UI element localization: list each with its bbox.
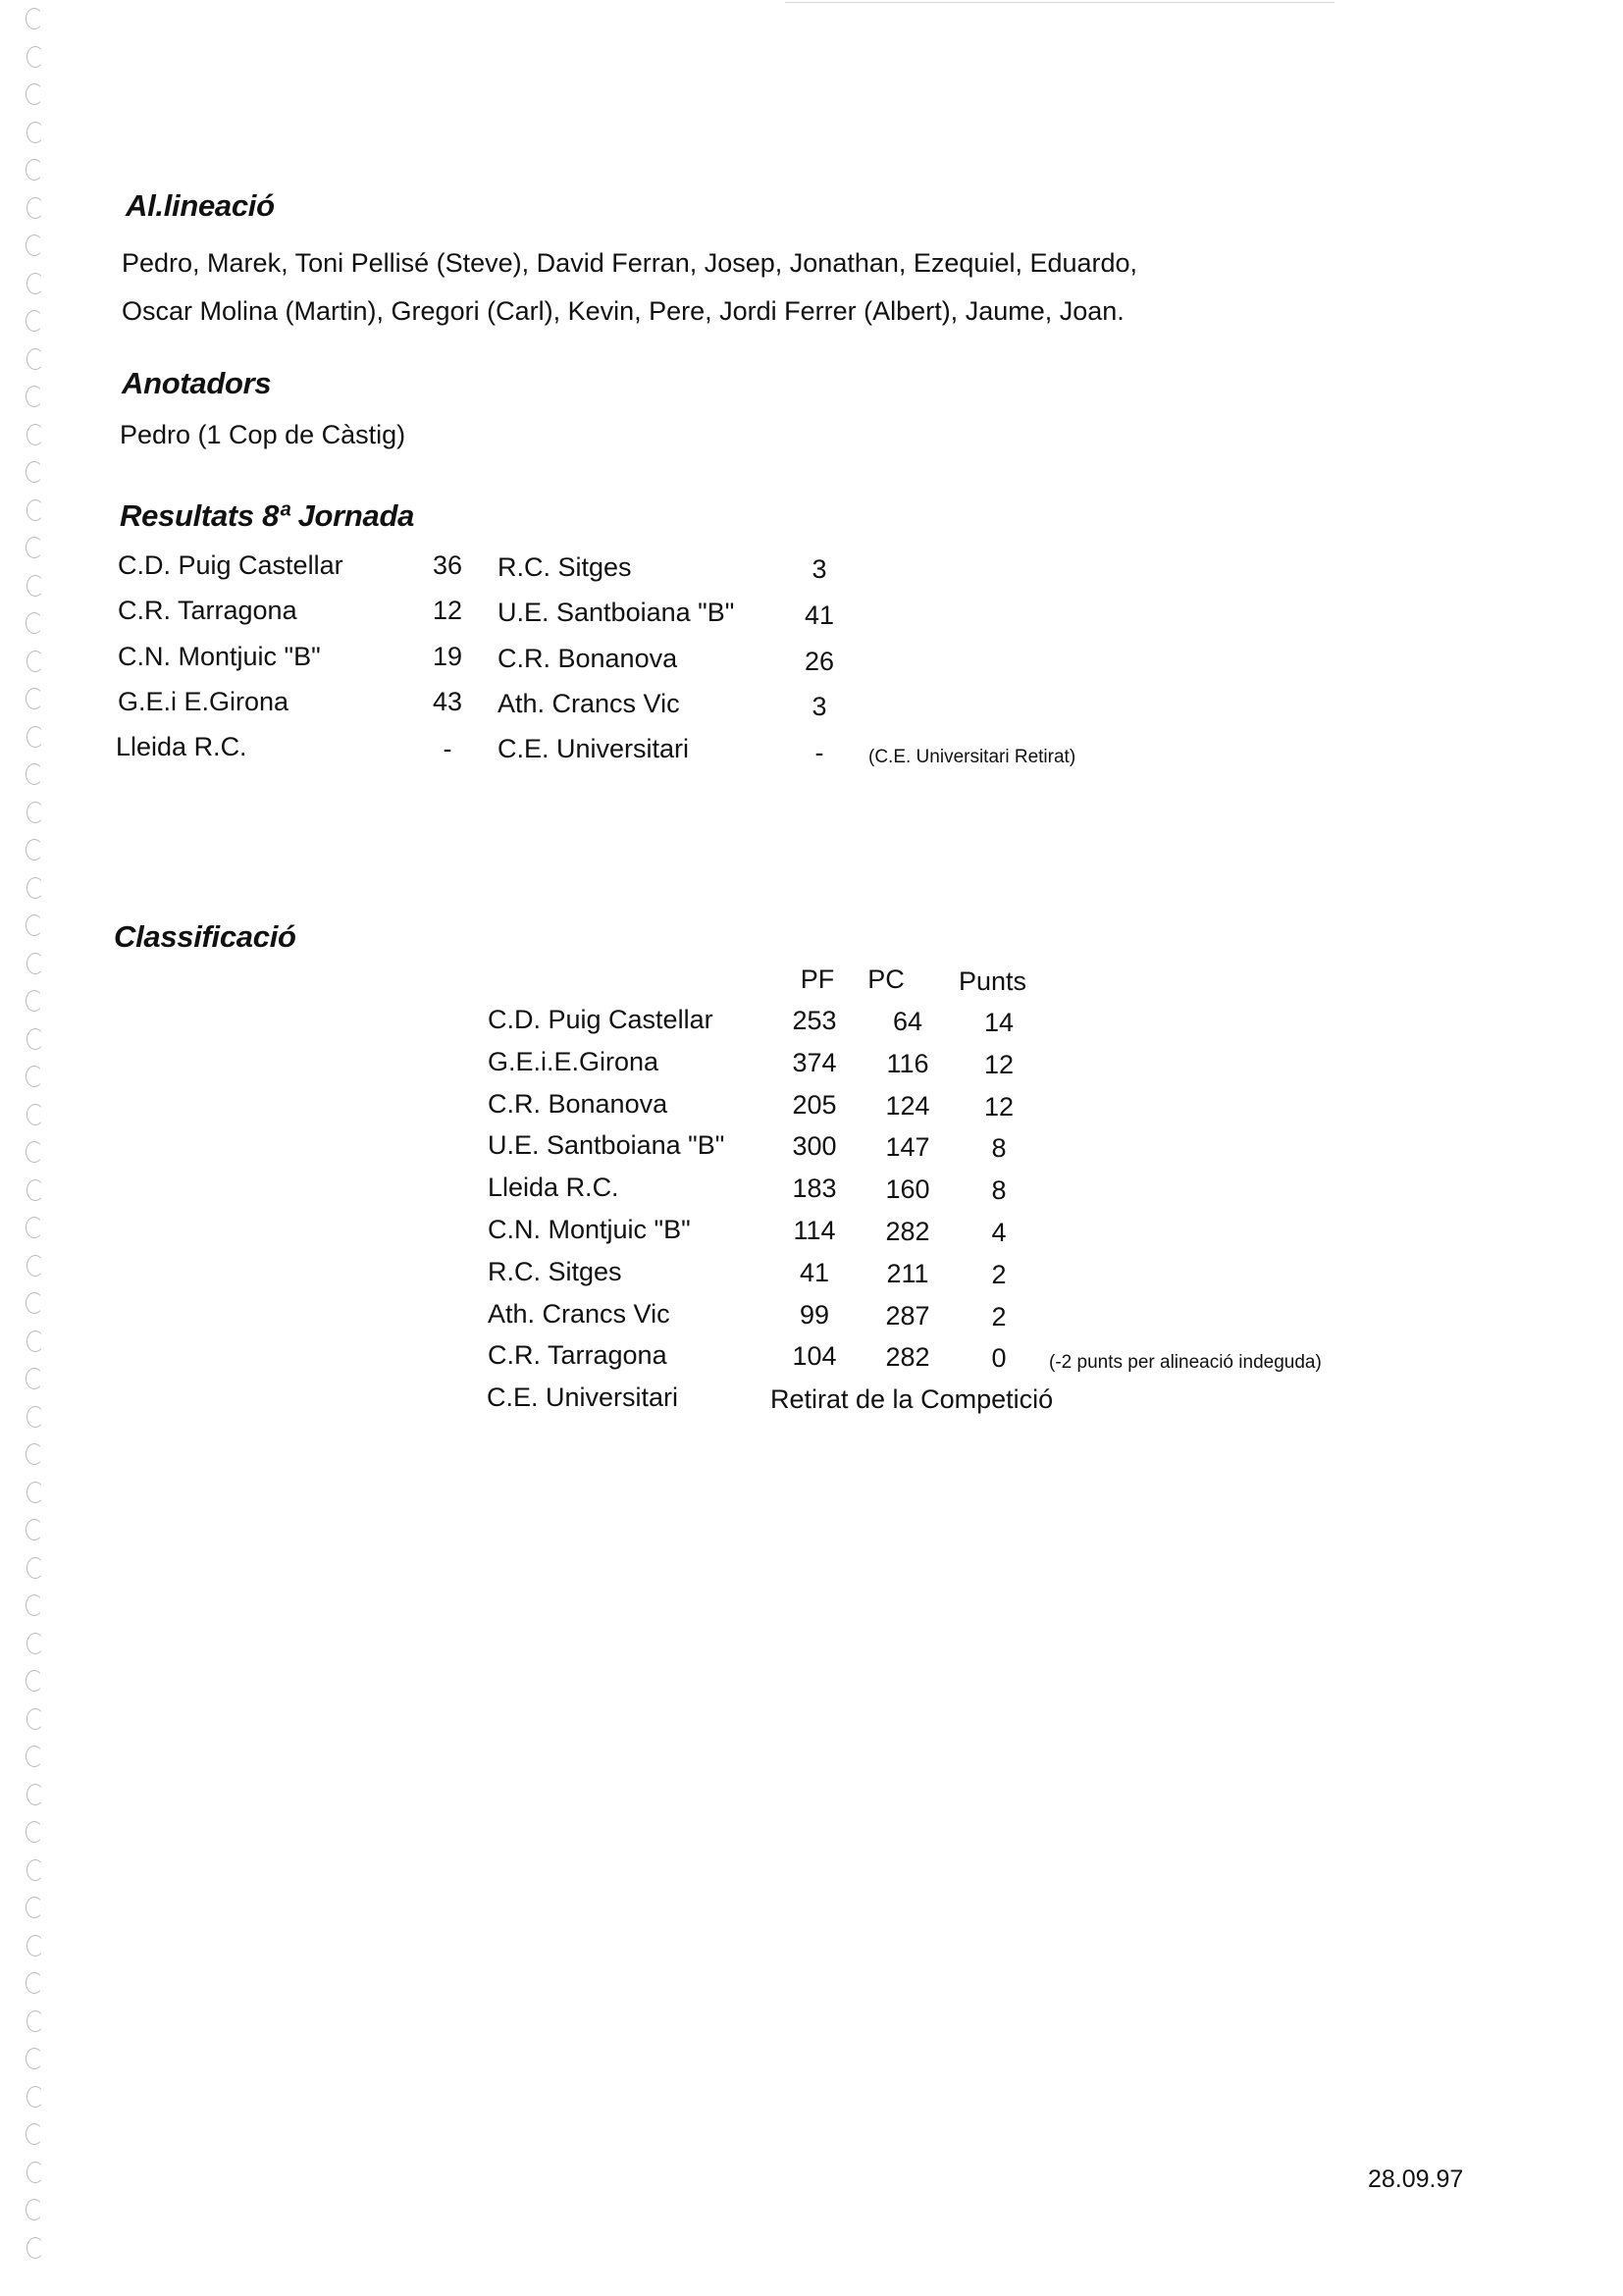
results-away-score: 41 — [804, 600, 835, 630]
binder-hole — [26, 1821, 43, 1843]
binder-hole — [26, 575, 44, 597]
standings-team: U.E. Santboiana "B" — [488, 1130, 725, 1161]
standings-points: 4 — [991, 1218, 1007, 1247]
binder-hole — [26, 1217, 43, 1238]
results-away-team: C.E. Universitari — [497, 734, 690, 763]
standings-pf: 104 — [792, 1341, 837, 1372]
standings-pc: 147 — [885, 1132, 930, 1163]
results-away-team: Ath. Crancs Vic — [497, 689, 680, 718]
binder-hole — [26, 1935, 44, 1957]
binder-hole — [26, 424, 44, 445]
scan-edge-line — [785, 2, 1335, 3]
binder-hole — [26, 1104, 44, 1125]
standings-pc: 211 — [886, 1258, 929, 1288]
binder-hole — [26, 1141, 43, 1163]
standings-pf: 300 — [792, 1131, 837, 1162]
binder-hole — [26, 1972, 43, 1994]
standings-points: 2 — [991, 1259, 1007, 1289]
binder-hole — [26, 1784, 44, 1805]
standings-pc: 64 — [892, 1007, 923, 1036]
binder-hole — [26, 1519, 43, 1540]
lineup-line-1: Pedro, Marek, Toni Pellisé (Steve), David Ferran, Josep, Jonathan, Ezequiel, Eduardo, — [122, 248, 1138, 278]
binder-hole — [26, 2237, 44, 2259]
standings-col-pf: PF — [800, 965, 835, 994]
standings-points: 8 — [991, 1175, 1007, 1206]
standings-team: Ath. Crancs Vic — [488, 1298, 670, 1329]
results-home-team: C.N. Montjuic "B" — [118, 642, 321, 671]
binder-hole — [26, 953, 44, 974]
binder-hole — [26, 1331, 44, 1352]
results-away-score: - — [814, 738, 824, 767]
binder-hole — [26, 159, 43, 181]
standings-heading: Classificació — [114, 919, 296, 954]
standings-pc: 287 — [885, 1300, 930, 1331]
standings-points: 14 — [983, 1008, 1015, 1037]
standings-pf: 99 — [799, 1299, 830, 1330]
binder-hole — [26, 1594, 43, 1616]
binder-hole — [26, 914, 43, 936]
standings-points: 2 — [991, 1301, 1007, 1331]
results-heading: Resultats 8ª Jornada — [120, 498, 415, 533]
binder-hole — [26, 1028, 44, 1050]
binder-hole — [26, 990, 43, 1012]
lineup-line-2: Oscar Molina (Martin), Gregori (Carl), Kevin, Pere, Jordi Ferrer (Albert), Jaume, Joan. — [122, 296, 1125, 326]
scorers-text: Pedro (1 Cop de Càstig) — [120, 420, 406, 449]
binder-hole — [26, 386, 43, 407]
binder-hole — [26, 688, 43, 709]
binder-hole — [26, 1368, 43, 1389]
binder-hole — [26, 1897, 43, 1918]
results-home-score: 19 — [432, 642, 463, 671]
standings-pf: 114 — [793, 1216, 836, 1245]
binder-hole — [26, 235, 43, 256]
results-home-score: 43 — [432, 687, 463, 716]
binder-hole — [26, 2010, 44, 2032]
binder-holes — [26, 0, 55, 2296]
standings-team: C.N. Montjuic "B" — [488, 1215, 691, 1244]
binder-hole — [26, 197, 44, 219]
binder-hole — [26, 499, 44, 521]
standings-pf: 253 — [792, 1006, 837, 1035]
binder-hole — [26, 612, 43, 634]
binder-hole — [26, 1746, 43, 1767]
standings-team: C.R. Tarragona — [488, 1340, 667, 1371]
binder-hole — [26, 1179, 44, 1201]
results-away-team: C.R. Bonanova — [497, 644, 678, 673]
binder-hole — [26, 2162, 44, 2183]
results-home-team: C.R. Tarragona — [118, 596, 297, 625]
standings-pf: 183 — [792, 1174, 837, 1204]
binder-hole — [26, 8, 43, 29]
standings-pc: 116 — [886, 1048, 929, 1078]
results-home-score: 36 — [432, 550, 463, 580]
standings-pf: 205 — [792, 1089, 837, 1120]
binder-hole — [26, 877, 44, 899]
binder-hole — [26, 1859, 44, 1881]
binder-hole — [26, 1557, 44, 1579]
binder-hole — [26, 46, 44, 68]
binder-hole — [26, 1255, 44, 1277]
standings-pc: 124 — [885, 1090, 930, 1121]
binder-hole — [26, 1708, 44, 1730]
standings-col-pc: PC — [867, 965, 905, 994]
binder-hole — [26, 2199, 43, 2220]
scorers-heading: Anotadors — [122, 366, 272, 400]
binder-hole — [26, 1670, 43, 1692]
binder-hole — [26, 537, 43, 558]
standings-pc: 160 — [885, 1174, 930, 1205]
results-home-team: G.E.i E.Girona — [118, 687, 289, 716]
standings-pc: 282 — [885, 1217, 930, 1246]
standings-points: 0 — [991, 1343, 1007, 1374]
binder-hole — [26, 83, 43, 105]
binder-hole — [26, 1633, 44, 1654]
binder-hole — [26, 1482, 44, 1503]
standings-team: R.C. Sitges — [488, 1256, 622, 1286]
results-away-score: 3 — [812, 554, 827, 584]
standings-withdrawn-team: C.E. Universitari — [487, 1383, 679, 1412]
results-home-team: Lleida R.C. — [116, 732, 247, 761]
standings-penalty-note: (-2 punts per alineació indeguda) — [1049, 1352, 1322, 1373]
binder-hole — [26, 273, 44, 294]
standings-team: Lleida R.C. — [488, 1173, 619, 1203]
binder-hole — [26, 310, 43, 332]
standings-points: 12 — [983, 1091, 1015, 1122]
results-withdrawal-note: (C.E. Universitari Retirat) — [868, 747, 1076, 767]
binder-hole — [26, 2123, 43, 2145]
standings-team: C.D. Puig Castellar — [488, 1005, 713, 1034]
results-away-score: 26 — [804, 647, 835, 676]
standings-points: 8 — [991, 1133, 1007, 1164]
binder-hole — [26, 122, 44, 143]
standings-team: C.R. Bonanova — [488, 1088, 668, 1119]
document-date: 28.09.97 — [1368, 2166, 1464, 2193]
results-away-score: 3 — [812, 692, 827, 721]
results-home-team: C.D. Puig Castellar — [118, 550, 343, 580]
binder-hole — [26, 839, 43, 861]
binder-hole — [26, 763, 43, 785]
binder-hole — [26, 2048, 43, 2069]
results-home-score: 12 — [432, 596, 463, 625]
results-away-team: U.E. Santboiana "B" — [497, 598, 735, 627]
binder-hole — [26, 1443, 43, 1465]
binder-hole — [26, 1066, 43, 1087]
binder-hole — [26, 348, 44, 370]
standings-col-points: Punts — [959, 966, 1027, 996]
binder-hole — [26, 802, 44, 823]
standings-points: 12 — [983, 1049, 1015, 1079]
binder-hole — [26, 651, 44, 672]
binder-hole — [26, 461, 43, 483]
binder-hole — [26, 726, 44, 748]
standings-pc: 282 — [885, 1342, 930, 1373]
standings-pf: 41 — [799, 1257, 830, 1287]
binder-hole — [26, 2086, 44, 2108]
lineup-heading: Al.lineació — [126, 188, 275, 223]
binder-hole — [26, 1292, 43, 1314]
standings-pf: 374 — [792, 1047, 837, 1077]
standings-withdrawn-text: Retirat de la Competició — [770, 1384, 1054, 1414]
results-home-score: - — [443, 734, 452, 763]
binder-hole — [26, 1406, 44, 1428]
standings-team: G.E.i.E.Girona — [488, 1046, 659, 1076]
results-away-team: R.C. Sitges — [497, 552, 632, 582]
